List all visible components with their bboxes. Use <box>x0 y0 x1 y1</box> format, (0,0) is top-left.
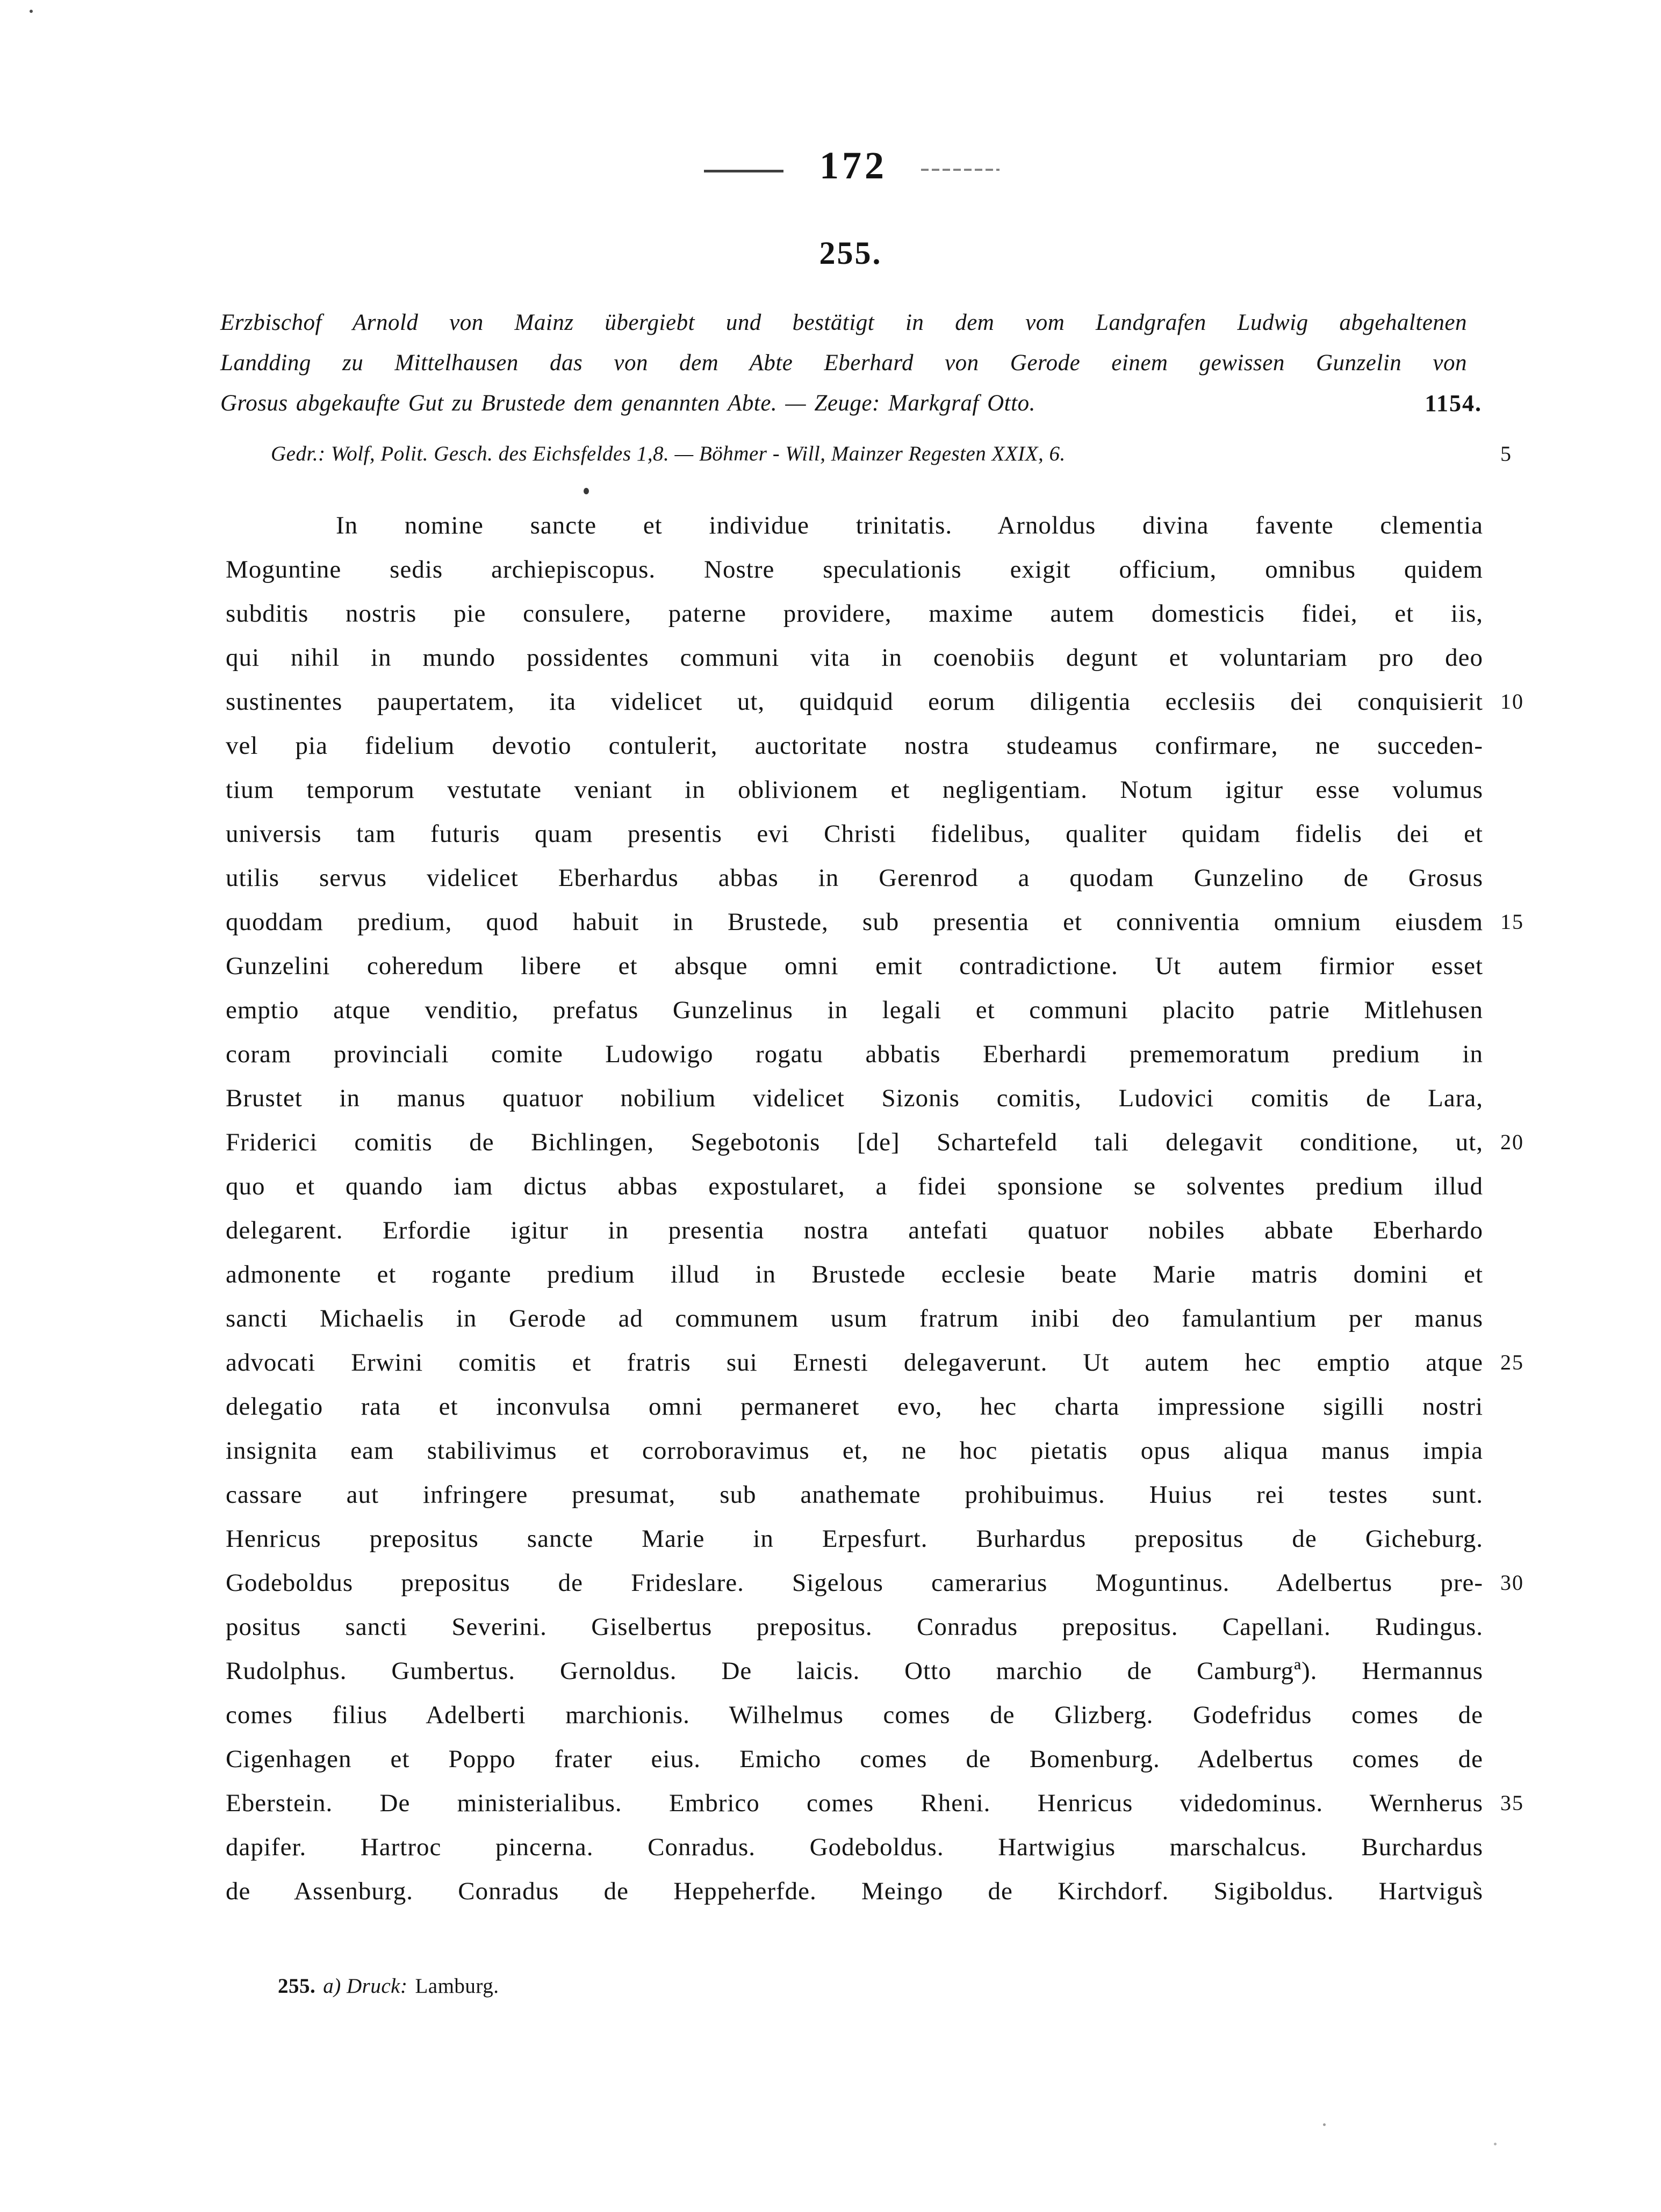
body-line <box>226 1825 1483 1869</box>
regest-summary <box>220 302 1467 423</box>
printed-reference: Gedr.: Wolf, Polit. Gesch. des Eichsfeldes 1,8. — Böhmer - Will, Mainzer Regesten XXIX, 6. <box>271 442 1066 465</box>
footnote <box>278 1971 499 2002</box>
body-line <box>226 547 1483 592</box>
body-line-text: Henricus prepositus sancte Marie in Erpesfurt. Burhardus prepositus de Gicheburg. <box>226 1525 1483 1553</box>
margin-line-number: 20 <box>1500 1130 1524 1154</box>
body-line <box>226 900 1524 944</box>
body-line <box>226 988 1483 1032</box>
ink-speck-icon <box>1323 2123 1326 2126</box>
footnote-entry-number: 255. <box>278 1975 316 1998</box>
body-line <box>226 812 1483 856</box>
body-line-text: In nomine sancte et individue trinitatis. Arnoldus divina favente clementia <box>336 511 1483 539</box>
margin-line-number: 25 <box>1500 1350 1524 1374</box>
body-line <box>226 724 1483 768</box>
body-line-text: Eberstein. De ministerialibus. Embrico comes Rheni. Henricus videdominus. Wernherus <box>226 1789 1483 1817</box>
margin-line-number: 35 <box>1500 1791 1524 1815</box>
body-line <box>226 856 1483 900</box>
body-line-text: Godeboldus prepositus de Frideslare. Sigelous camerarius Moguntinus. Adelbertus pre- <box>226 1569 1483 1597</box>
body-line <box>226 1252 1483 1296</box>
body-line-text: vel pia fidelium devotio contulerit, auctoritate nostra studeamus confirmare, ne succeden- <box>226 732 1483 760</box>
body-line-text: quoddam predium, quod habuit in Brustede, sub presentia et conniventia omnium eiusdem <box>226 908 1483 936</box>
body-line <box>226 1693 1483 1737</box>
body-line-text: sancti Michaelis in Gerode ad communem usum fratrum inibi deo famulantium per manus <box>226 1305 1483 1332</box>
body-line <box>226 636 1483 680</box>
charter-year: 1154. <box>1425 390 1482 416</box>
body-line-text: comes filius Adelberti marchionis. Wilhelmus comes de Glizberg. Godefridus comes de <box>226 1701 1483 1729</box>
footnote-marker: a) Druck: <box>323 1975 408 1998</box>
footnote-text: Lamburg. <box>415 1975 499 1998</box>
body-line-text: de Assenburg. Conradus de Heppeherfde. Meingo de Kirchdorf. Sigiboldus. Hartvigus̀ <box>226 1877 1483 1905</box>
summary-line: Erzbischof Arnold von Mainz übergiebt und bestätigt in dem vom Landgrafen Ludwig abgehaltenen <box>220 310 1467 335</box>
body-line <box>226 1473 1483 1517</box>
body-line-text: subditis nostris pie consulere, paterne providere, maxime autem domesticis fidei, et iis, <box>226 600 1483 628</box>
body-line-text: delegatio rata et inconvulsa omni permaneret evo, hec charta impressione sigilli nostri <box>226 1393 1483 1421</box>
margin-line-number: 30 <box>1500 1570 1524 1595</box>
body-line-text: sustinentes paupertatem, ita videlicet ut, quidquid eorum diligentia ecclesiis dei conquisierit <box>226 688 1483 716</box>
body-line-text: Rudolphus. Gumbertus. Gernoldus. De laicis. Otto marchio de Camburgª). Hermannus <box>226 1657 1483 1685</box>
body-line <box>226 1649 1483 1693</box>
ink-speck-icon <box>30 10 33 13</box>
body-line-text: coram provinciali comite Ludowigo rogatu abbatis Eberhardi prememoratum predium in <box>226 1040 1483 1068</box>
body-line-text: advocati Erwini comitis et fratris sui Ernesti delegaverunt. Ut autem hec emptio atque <box>226 1349 1483 1377</box>
body-line <box>226 1341 1524 1385</box>
summary-line: Grosus abgekaufte Gut zu Brustede dem genannten Abte. — Zeuge: Markgraf Otto. <box>220 391 1036 416</box>
body-line-text: cassare aut infringere presumat, sub anathemate prohibuimus. Huius rei testes sunt. <box>226 1481 1483 1509</box>
body-line-text: quo et quando iam dictus abbas expostularet, a fidei sponsione se solventes predium illud <box>226 1172 1483 1200</box>
margin-line-number: 5 <box>1500 442 1511 466</box>
body-line <box>226 1076 1483 1120</box>
body-line-text: tium temporum vestutate veniant in oblivionem et negligentiam. Notum igitur esse volumus <box>226 776 1483 804</box>
body-line <box>226 503 1483 547</box>
body-line-text: positus sancti Severini. Giselbertus prepositus. Conradus prepositus. Capellani. Rudingus. <box>226 1613 1483 1641</box>
body-line <box>226 1385 1483 1429</box>
body-line <box>226 1120 1524 1164</box>
body-line-text: insignita eam stabilivimus et corroboravimus et, ne hoc pietatis opus aliqua manus impia <box>226 1437 1483 1465</box>
body-line-text: delegarent. Erfordie igitur in presentia nostra antefati quatuor nobiles abbate Eberhardo <box>226 1216 1483 1244</box>
body-line-text: utilis servus videlicet Eberhardus abbas in Gerenrod a quodam Gunzelino de Grosus <box>226 864 1483 892</box>
body-line <box>226 1032 1483 1076</box>
header-rule-right-icon <box>921 169 1000 171</box>
charter-body <box>226 503 1524 1913</box>
body-line <box>226 1605 1483 1649</box>
body-line <box>226 1296 1483 1341</box>
summary-line: Landding zu Mittelhausen das von dem Abte Eberhard von Gerode einem gewissen Gunzelin von <box>220 350 1467 376</box>
body-line-text: Moguntine sedis archiepiscopus. Nostre speculationis exigit officium, omnibus quidem <box>226 556 1483 583</box>
body-line-text: Gunzelini coheredum libere et absque omni emit contradictione. Ut autem firmior esset <box>226 952 1483 980</box>
body-line <box>226 1561 1524 1605</box>
page-number: 172 <box>819 144 887 187</box>
body-line-text: Brustet in manus quatuor nobilium videlicet Sizonis comitis, Ludovici comitis de Lara, <box>226 1084 1483 1112</box>
body-line <box>226 1208 1483 1252</box>
body-line <box>226 944 1483 988</box>
body-line <box>226 1781 1524 1825</box>
body-line <box>226 1517 1483 1561</box>
entry-number: 255. <box>819 235 882 271</box>
body-line <box>226 1164 1483 1208</box>
body-line <box>226 1737 1483 1781</box>
body-line-text: dapifer. Hartroc pincerna. Conradus. Godeboldus. Hartwigius marschalcus. Burchardus <box>226 1833 1483 1861</box>
body-line <box>226 1869 1483 1913</box>
ink-speck-icon <box>584 488 589 494</box>
header-rule-left-icon <box>704 170 783 172</box>
body-line <box>226 1429 1483 1473</box>
ink-speck-icon <box>1494 2143 1497 2145</box>
body-line <box>226 592 1483 636</box>
body-line-text: admonente et rogante predium illud in Brustede ecclesie beate Marie matris domini et <box>226 1260 1483 1288</box>
body-line <box>226 768 1483 812</box>
body-line-text: emptio atque venditio, prefatus Gunzelinus in legali et communi placito patrie Mitlehusen <box>226 996 1483 1024</box>
margin-line-number: 15 <box>1500 910 1524 934</box>
body-line <box>226 680 1524 724</box>
body-line-text: universis tam futuris quam presentis evi Christi fidelibus, qualiter quidam fidelis dei et <box>226 820 1483 848</box>
margin-line-number: 10 <box>1500 689 1524 714</box>
body-line-text: Cigenhagen et Poppo frater eius. Emicho comes de Bomenburg. Adelbertus comes de <box>226 1745 1483 1773</box>
body-line-text: qui nihil in mundo possidentes communi vita in coenobiis degunt et voluntariam pro deo <box>226 644 1483 672</box>
body-line-text: Friderici comitis de Bichlingen, Segebotonis [de] Schartefeld tali delegavit conditione, ut, <box>226 1128 1483 1156</box>
